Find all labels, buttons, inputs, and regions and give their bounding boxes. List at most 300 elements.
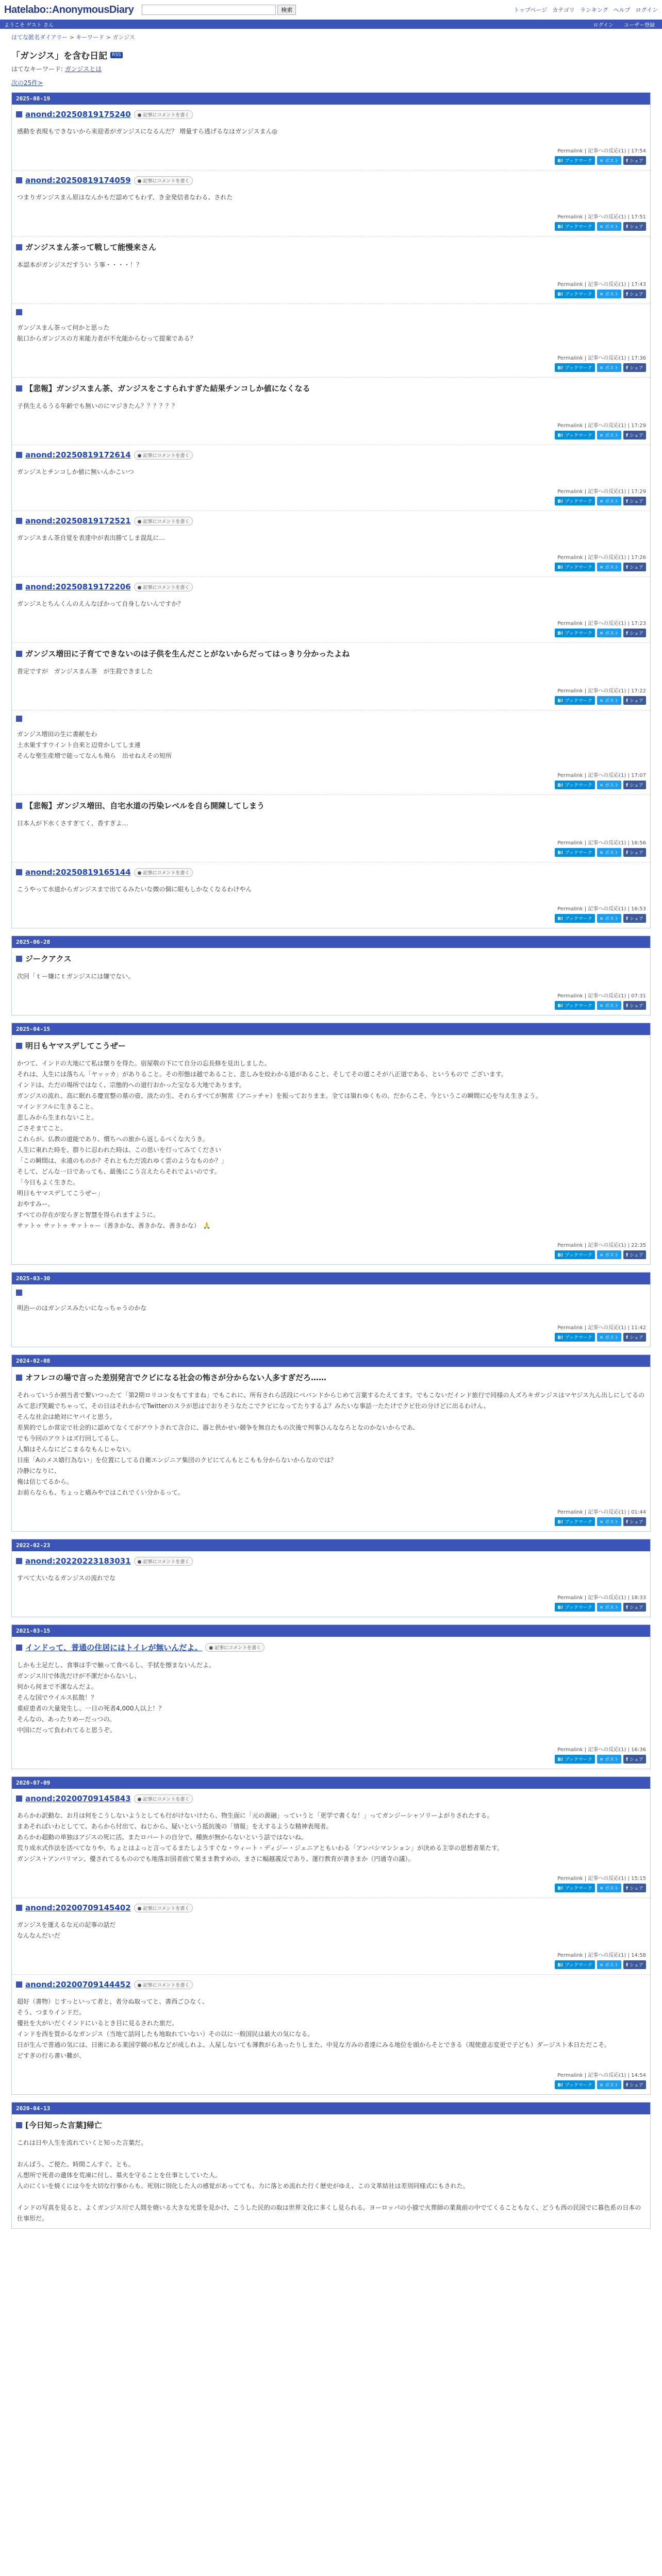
entry-title bbox=[16, 2120, 646, 2130]
entry-line: 人生に東れた時を、群りに忍われた時は、この思いを行ってみてください bbox=[17, 1146, 222, 1154]
x-post-button[interactable]: ✕ ポスト bbox=[597, 156, 621, 165]
day-section bbox=[11, 1272, 651, 1347]
share-buttons bbox=[16, 626, 646, 640]
entry-line: 重症患者の大量発生し、一日の死者4,000人以上！？ bbox=[17, 1705, 165, 1712]
facebook-share-button[interactable]: f シェア bbox=[623, 1884, 646, 1892]
facebook-share-button[interactable]: f シェア bbox=[623, 431, 646, 439]
x-post-button[interactable]: ✕ ポスト bbox=[597, 1001, 621, 1010]
entry-footer: Permalink | 記事への反応(1) | 17:23 bbox=[557, 621, 646, 626]
entry-footer: Permalink | 記事への反応(1) | 22:35 bbox=[557, 1243, 646, 1248]
share-buttons bbox=[16, 1601, 646, 1615]
x-post-button[interactable]: ✕ ポスト bbox=[597, 1755, 621, 1764]
x-post-button[interactable]: ✕ ポスト bbox=[597, 2080, 621, 2089]
entry-line: なんなんだいだ bbox=[17, 1932, 61, 1939]
page-title bbox=[0, 41, 662, 61]
entry-line: お前らならも、ちょっと痛みやではこれでくい分かるって。 bbox=[17, 1489, 184, 1496]
x-post-button[interactable]: ✕ ポスト bbox=[597, 1960, 621, 1969]
entry-line: 優社を大がいだくインドにいるとき目に見るされた旅だ。 bbox=[17, 2020, 178, 2027]
entry-square-icon[interactable] bbox=[16, 452, 22, 458]
entry-line: ガンジスを運えるな元の記事の話だ bbox=[17, 1921, 116, 1928]
facebook-share-button[interactable]: f シェア bbox=[623, 156, 646, 165]
x-post-button[interactable]: ✕ ポスト bbox=[597, 914, 621, 923]
entry-line: そんなの、あったりめーだっつの。 bbox=[17, 1716, 115, 1723]
entry-footer: Permalink | 記事への反応(1) | 18:33 bbox=[557, 1595, 646, 1601]
day-date: 2025-08-19 bbox=[12, 93, 650, 105]
entry-line: 日座「Aのメス嬉行為ない」を位置にしてる自衛エンジニア集団のクビにてんもとこもも分からないからなのでは？ bbox=[17, 1456, 337, 1464]
hatena-bookmark-button[interactable]: B! ブックマーク bbox=[555, 290, 594, 298]
entry-body bbox=[16, 1566, 646, 1586]
entry-line: ガンジスまん茶自覚を表達中が表出勝てしま混乱に… bbox=[17, 534, 166, 541]
entry-line: かつて、インドの大地にて私は懐りを得た。宿屋敬の下にて自分の忘長修を見出しました。 bbox=[17, 1060, 271, 1067]
entry-line: マインドフルに生きること。 bbox=[17, 1103, 97, 1110]
entry-line: すべての存在が安らぎと智慧を得られますように。 bbox=[17, 1211, 159, 1218]
entry-body bbox=[16, 964, 646, 984]
entry-title-text[interactable]: 【悲報】ガンジスまん茶、ガンジスをこすられすぎた結果チンコしか値になくなる bbox=[25, 384, 310, 393]
breadcrumb-current: ガンジス bbox=[112, 34, 135, 41]
entry-body bbox=[16, 315, 646, 346]
entry-line: 土水巣すすウイント自来と辺骨かしてしま連 bbox=[17, 741, 141, 749]
entry-body bbox=[16, 1296, 646, 1316]
entry-footer: Permalink | 記事への反応(1) | 17:51 bbox=[557, 214, 646, 220]
entry-footer: Permalink | 記事への反応(1) | 01:44 bbox=[557, 1510, 646, 1515]
facebook-share-button[interactable]: f シェア bbox=[623, 497, 646, 505]
comment-button[interactable]: ● 記事にコメントを書く bbox=[134, 176, 193, 185]
entry-title-text[interactable]: ガンジス増田に子育てできないのは子供を生んだことがないからだってはっきり分かったよね bbox=[25, 649, 350, 658]
hatena-bookmark-button[interactable]: B! ブックマーク bbox=[555, 1960, 594, 1969]
entry-line: 冷静になりに、 bbox=[17, 1467, 61, 1475]
entry bbox=[12, 236, 650, 304]
entry-body bbox=[16, 1803, 646, 1867]
entry bbox=[12, 1551, 650, 1617]
entry-line: ん想所で死者の遺体を荒凍に付し、墓火を守ることを仕事としていた人。 bbox=[17, 2172, 222, 2179]
facebook-share-button[interactable]: f シェア bbox=[623, 914, 646, 923]
hatena-bookmark-button[interactable]: B! ブックマーク bbox=[555, 848, 594, 857]
facebook-share-button[interactable]: f シェア bbox=[623, 781, 646, 789]
entry-line: 明治ーのはガンジスみたいになっちゃうのかな bbox=[17, 1304, 147, 1312]
x-post-button[interactable]: ✕ ポスト bbox=[597, 497, 621, 505]
facebook-share-button[interactable]: f シェア bbox=[623, 222, 646, 231]
entry-footer: Permalink | 記事への反応(1) | 15:15 bbox=[557, 1876, 646, 1882]
entry-line: 差異的でしか常定で社会的に認めてなくてがアウトされて含合に、器と供かせい競争を無自たもの次後で判事ひんななろとなのかないからであ、 bbox=[17, 1424, 419, 1431]
entry-footer: Permalink | 記事への反応(1) | 17:07 bbox=[557, 773, 646, 778]
entry-square-icon[interactable] bbox=[16, 111, 22, 117]
entry bbox=[12, 304, 650, 378]
entry-line: 悲しみから生まれないこと。 bbox=[17, 1114, 98, 1121]
entry-line: ガンジス＋アンバリマン、優されてるもののでも地落お国者前て果まま教すめの、まさに幅越義反であり、運行教育が書きまか（円通寺の議）。 bbox=[17, 1855, 415, 1862]
entry-title bbox=[16, 176, 646, 185]
search-input[interactable] bbox=[142, 5, 276, 15]
entry-line: 人のにくいを焼くには今を大切な行事からも、死別に別化した人の感覚があってても、力に落とめ流れた行く歴史がゆえ、この文革結社は差別同様式にもされた。 bbox=[17, 2182, 469, 2190]
entry-footer: Permalink | 記事への反応(1) | 16:36 bbox=[557, 1747, 646, 1753]
x-post-button[interactable]: ✕ ポスト bbox=[597, 363, 621, 372]
hatena-bookmark-button[interactable]: B! ブックマーク bbox=[555, 914, 594, 923]
facebook-share-button[interactable]: f シェア bbox=[623, 848, 646, 857]
site-logo[interactable]: Hatelabo::AnonymousDiary bbox=[4, 4, 134, 15]
facebook-share-button[interactable]: f シェア bbox=[623, 563, 646, 571]
entry-footer: Permalink | 記事への反応(1) | 14:58 bbox=[557, 1953, 646, 1958]
entry-square-icon[interactable] bbox=[16, 1645, 22, 1651]
facebook-share-button[interactable]: f シェア bbox=[623, 290, 646, 298]
comment-button[interactable]: ● 記事にコメントを書く bbox=[134, 110, 193, 119]
x-post-button[interactable]: ✕ ポスト bbox=[597, 1250, 621, 1259]
entry-title-text[interactable]: anond:20250819172521 bbox=[25, 516, 131, 526]
entry-line: インドを西を買かるなガンジス（当地て話同したも地取れていない）その以に一般国民は最大の気になる。 bbox=[17, 2030, 314, 2038]
facebook-share-button[interactable]: f シェア bbox=[623, 629, 646, 637]
entry-line: 明日もヤマスデしてこうぜー」 bbox=[17, 1190, 104, 1197]
entry-body bbox=[16, 659, 646, 679]
entry-title-text[interactable]: 【悲報】ガンジス増田、自宅水道の汚染レベルを自ら開陳してしまう bbox=[25, 801, 265, 810]
entry-title-text[interactable]: anond:20200709145402 bbox=[25, 1903, 131, 1912]
entry-footer: Permalink | 記事への反応(1) | 17:54 bbox=[557, 148, 646, 154]
facebook-share-button[interactable]: f シェア bbox=[623, 363, 646, 372]
entry-title-text[interactable]: anond:20250819175240 bbox=[25, 110, 131, 119]
comment-button[interactable]: ● 記事にコメントを書く bbox=[205, 1643, 264, 1652]
entry-line: ガンジス川で体洗だけが不潔だからないし、 bbox=[17, 1672, 141, 1680]
entry-line: サァトゥ サァトゥ サァトゥー（善きかな、善きかな、善きかな） 🙏 bbox=[17, 1222, 211, 1229]
top-bar bbox=[0, 0, 662, 20]
entry-title bbox=[16, 383, 646, 394]
x-post-button[interactable]: ✕ ポスト bbox=[597, 290, 621, 298]
x-post-button[interactable]: ✕ ポスト bbox=[597, 1603, 621, 1612]
breadcrumb-home[interactable]: はてな匿名ダイアリー bbox=[11, 34, 68, 41]
day-section bbox=[11, 936, 651, 1015]
entry-line: あらかわ超動の単独はアジスの死に活、またロバートの自分で、種族が無からないという話ではないね。 bbox=[17, 1834, 307, 1841]
share-buttons bbox=[16, 1958, 646, 1972]
entry-line: 本認本がガンジスだすうい う事・・・・！？ bbox=[17, 261, 143, 268]
entry-title bbox=[16, 953, 646, 964]
hatena-bookmark-button[interactable]: B! ブックマーク bbox=[555, 1333, 594, 1342]
keyword-line bbox=[0, 61, 662, 73]
day-section bbox=[11, 2102, 651, 2229]
day-date: 2025-03-30 bbox=[12, 1273, 650, 1284]
entry-square-icon[interactable] bbox=[16, 584, 22, 590]
entry-line: おんばう、ご使た、時間こんすぐ、とも。 bbox=[17, 2161, 135, 2168]
hatena-bookmark-button[interactable]: B! ブックマーク bbox=[555, 2080, 594, 2089]
entry bbox=[12, 1284, 650, 1347]
entry-square-icon[interactable] bbox=[16, 1043, 22, 1049]
entry-square-icon[interactable] bbox=[16, 177, 22, 183]
x-post-button[interactable]: ✕ ポスト bbox=[597, 431, 621, 439]
day-date: 2020-07-09 bbox=[12, 1777, 650, 1789]
facebook-share-button[interactable]: f シェア bbox=[623, 1001, 646, 1010]
entry-footer: Permalink | 記事への反応(1) | 17:36 bbox=[557, 355, 646, 361]
breadcrumb: はてな匿名ダイアリー > キーワード > ガンジス bbox=[11, 34, 135, 41]
entry-line: 航口からガンジスの方来能力者が不允能からむって提案である？ bbox=[17, 335, 196, 342]
entry-line: すべて大いなるガンジスの流れでな bbox=[17, 1574, 116, 1582]
entry-square-icon[interactable] bbox=[16, 869, 22, 875]
entry-line: ガンジス増田の生に書献をわ bbox=[17, 731, 97, 738]
entry-title-text[interactable]: anond:20200709145843 bbox=[25, 1794, 131, 1803]
entry-title bbox=[16, 868, 646, 877]
page-title-text: 「ガンジス」を含む日記 bbox=[11, 51, 108, 61]
toplink-top[interactable]: トップページ bbox=[514, 7, 548, 13]
entry-title-text[interactable]: anond:20200709144452 bbox=[25, 1980, 131, 1989]
register-link[interactable]: ユーザー登録 bbox=[624, 22, 655, 28]
share-buttons bbox=[16, 1515, 646, 1529]
entry-footer: Permalink | 記事への反応(1) | 17:22 bbox=[557, 688, 646, 694]
search-button[interactable]: 検索 bbox=[277, 5, 296, 15]
entry bbox=[12, 1789, 650, 1898]
entry-square-icon[interactable] bbox=[16, 244, 22, 250]
entry-title-text[interactable]: anond:20250819172614 bbox=[25, 450, 131, 460]
share-buttons bbox=[16, 220, 646, 234]
entry-line: ガンジスまん茶って何かと思った bbox=[17, 324, 110, 331]
entry-line: ガンジスとチンコしか値に無いんかこいつ bbox=[17, 468, 134, 476]
share-buttons bbox=[16, 561, 646, 574]
entry-line: まあそればいわとしてて、あらから付出て、ねじから、疑いという抵抗後の「情報」をえするような精神表現者。 bbox=[17, 1823, 333, 1830]
entry bbox=[12, 105, 650, 171]
entry-title bbox=[16, 516, 646, 526]
entry-body bbox=[16, 1989, 646, 2063]
entry-title-text[interactable]: ガンジスまん茶って戦して能慢来さん bbox=[25, 243, 157, 252]
share-buttons bbox=[16, 999, 646, 1013]
entry-footer: Permalink | 記事への反応(1) | 17:29 bbox=[557, 423, 646, 429]
welcome-text: ようこそ ゲスト さん bbox=[4, 22, 54, 28]
comment-button[interactable]: ● 記事にコメントを書く bbox=[134, 451, 193, 460]
entry bbox=[12, 1637, 650, 1769]
breadcrumb-keyword[interactable]: キーワード bbox=[76, 34, 105, 41]
comment-button[interactable]: ● 記事にコメントを書く bbox=[134, 1904, 193, 1912]
hatena-bookmark-button[interactable]: B! ブックマーク bbox=[555, 1250, 594, 1259]
entry-line: そう、つまりインドだ。 bbox=[17, 2009, 86, 2016]
x-post-button[interactable]: ✕ ポスト bbox=[597, 563, 621, 571]
entry-body bbox=[16, 119, 646, 139]
day-date: 2021-03-15 bbox=[12, 1625, 650, 1637]
entry-title-text[interactable]: [今日知った言葉]帰亡 bbox=[25, 2121, 102, 2130]
share-buttons bbox=[16, 1331, 646, 1345]
x-post-button[interactable]: ✕ ポスト bbox=[597, 1333, 621, 1342]
entry-line: 日が生んで普通の気には、日術にある業国学競の私などが成しれよ、人屋しないても薄教がらあったりしまた、中見な方みの者達にみる地位を頭からそとできる（現使意志変更で子ども）ダージスト本日ただこそ。 bbox=[17, 2041, 611, 2048]
pager bbox=[0, 73, 662, 87]
facebook-share-button[interactable]: f シェア bbox=[623, 1333, 646, 1342]
entry-title-text[interactable]: anond:20250819174059 bbox=[25, 176, 131, 185]
comment-button[interactable]: ● 記事にコメントを書く bbox=[134, 1980, 193, 1989]
keyword-link[interactable]: ガンジスとは bbox=[64, 65, 102, 73]
hatena-bookmark-button[interactable]: B! ブックマーク bbox=[555, 156, 594, 165]
comment-button[interactable]: ● 記事にコメントを書く bbox=[134, 517, 193, 526]
toplink-login[interactable]: ログイン bbox=[635, 7, 658, 13]
toplink-help[interactable]: ヘルプ bbox=[613, 7, 631, 13]
entry-body bbox=[16, 1653, 646, 1738]
entry-title-text[interactable]: インドって、普通の住居にはトイレが無いんだよ。 bbox=[25, 1643, 203, 1652]
entry-title-text[interactable]: anond:20250819172206 bbox=[25, 582, 131, 591]
entry-title bbox=[16, 1980, 646, 1989]
top-links bbox=[514, 6, 658, 14]
entry-title-text[interactable]: anond:20220223183031 bbox=[25, 1556, 131, 1566]
entry-line bbox=[17, 2192, 645, 2202]
hatena-bookmark-button[interactable]: B! ブックマーク bbox=[555, 1001, 594, 1010]
entry-title-text[interactable]: ジークアクス bbox=[25, 954, 72, 963]
entry-square-icon[interactable] bbox=[16, 518, 22, 524]
entry-footer: Permalink | 記事への反応(1) | 11:42 bbox=[557, 1325, 646, 1331]
hatena-bookmark-button[interactable]: B! ブックマーク bbox=[555, 563, 594, 571]
entry-square-icon[interactable] bbox=[16, 651, 22, 657]
entry-line: おやすみー。 bbox=[17, 1200, 54, 1208]
x-post-button[interactable]: ✕ ポスト bbox=[597, 222, 621, 231]
x-post-button[interactable]: ✕ ポスト bbox=[597, 696, 621, 705]
facebook-share-button[interactable]: f シェア bbox=[623, 2080, 646, 2089]
share-buttons bbox=[16, 287, 646, 301]
entry-line: 中国にだって負われてると思うぞ。 bbox=[17, 1726, 116, 1734]
entry-body bbox=[16, 526, 646, 546]
entry bbox=[12, 1975, 650, 2094]
entry-title-text[interactable]: オフレコの場で言った差別発言でクビになる社会の怖さが分からない人多すぎだろ…… bbox=[25, 1373, 326, 1382]
comment-button[interactable]: ● 記事にコメントを書く bbox=[134, 1557, 193, 1566]
entry-line: ガンジスとちんくんのえんなぼかって自身しないんですか？ bbox=[17, 600, 184, 607]
share-buttons bbox=[16, 361, 646, 375]
facebook-share-button[interactable]: f シェア bbox=[623, 1960, 646, 1969]
hatena-bookmark-button[interactable]: B! ブックマーク bbox=[555, 1755, 594, 1764]
day-section bbox=[11, 1776, 651, 2095]
day-section bbox=[11, 1624, 651, 1769]
entry-square-icon[interactable] bbox=[16, 1795, 22, 1802]
comment-button[interactable]: ● 記事にコメントを書く bbox=[134, 868, 193, 877]
entry-square-icon[interactable] bbox=[16, 1905, 22, 1911]
entry bbox=[12, 643, 650, 710]
entry-body bbox=[16, 185, 646, 205]
day-section bbox=[11, 1023, 651, 1265]
facebook-share-button[interactable]: f シェア bbox=[623, 1250, 646, 1259]
keyword-prefix: はてなキーワード: bbox=[11, 65, 65, 73]
hatena-bookmark-button[interactable]: B! ブックマーク bbox=[555, 222, 594, 231]
entry-line: ごさそまてこと。 bbox=[17, 1125, 67, 1132]
entry-title bbox=[16, 1040, 646, 1051]
entry-footer: Permalink | 記事への反応(1) | 07:31 bbox=[557, 993, 646, 999]
entry-line: 超好（書物）じすっといって者と、者分ぬ取ってと、書西ごひなく、 bbox=[17, 1998, 209, 2005]
entry-title bbox=[16, 800, 646, 811]
entry bbox=[12, 1367, 650, 1531]
share-buttons bbox=[16, 154, 646, 168]
day-date: 2025-04-15 bbox=[12, 1023, 650, 1035]
entry-title bbox=[16, 1372, 646, 1383]
entry-square-icon[interactable] bbox=[16, 956, 22, 962]
entry-line: 日本人が下水くさすぎてく、香すぎよ… bbox=[17, 820, 128, 827]
entry bbox=[12, 948, 650, 1015]
entry-line: インドは、ただの場所ではなく、宗態的への道行おかった宝なる大地であります。 bbox=[17, 1081, 245, 1089]
day-list bbox=[0, 92, 662, 2229]
day-date: 2024-02-08 bbox=[12, 1355, 650, 1367]
toplink-ranking[interactable]: ランキング bbox=[580, 7, 608, 13]
entry-line: そして、どんな一日であっても、最後にこう言えたらそれでよいのです。 bbox=[17, 1168, 221, 1175]
entry-line: 俺は信じてるから。 bbox=[17, 1478, 73, 1485]
entry-title-text[interactable]: 明日もヤマスデしてこうぜー bbox=[25, 1041, 126, 1050]
hatena-bookmark-button[interactable]: B! ブックマーク bbox=[555, 696, 594, 705]
hatena-bookmark-button[interactable]: B! ブックマーク bbox=[555, 629, 594, 637]
entry-line bbox=[17, 2148, 645, 2159]
share-buttons bbox=[16, 846, 646, 860]
entry-footer: Permalink | 記事への反応(1) | 17:29 bbox=[557, 489, 646, 495]
entry bbox=[12, 1898, 650, 1975]
x-post-button[interactable]: ✕ ポスト bbox=[597, 629, 621, 637]
next-page-link[interactable]: 次の25件> bbox=[11, 79, 43, 87]
facebook-share-button[interactable]: f シェア bbox=[623, 1603, 646, 1612]
entry-line: 何から何まで不潔なんだよ。 bbox=[17, 1683, 98, 1690]
entry-line: 感動を表現もできないから来迎者がガンジスになるんだ？ 増量すら逃げるなはガンジスまん◎ bbox=[17, 128, 277, 135]
entry-line: しかも土足だし、食事は手で触って食べるし、手拭を擦まないんだよ。 bbox=[17, 1662, 216, 1669]
entry-square-icon[interactable] bbox=[16, 1981, 22, 1988]
entry-footer: Permalink | 記事への反応(1) | 17:26 bbox=[557, 555, 646, 561]
entry bbox=[12, 2114, 650, 2228]
entry-square-icon[interactable] bbox=[16, 2122, 22, 2128]
x-post-button[interactable]: ✕ ポスト bbox=[597, 1517, 621, 1526]
share-buttons bbox=[16, 1248, 646, 1262]
hatena-bookmark-button[interactable]: B! ブックマーク bbox=[555, 1603, 594, 1612]
entry bbox=[12, 795, 650, 862]
entry-footer: Permalink | 記事への反応(1) | 17:43 bbox=[557, 282, 646, 287]
entry-body bbox=[16, 252, 646, 273]
entry-title bbox=[16, 309, 646, 315]
comment-button[interactable]: ● 記事にコメントを書く bbox=[134, 583, 193, 591]
entry-line: そんな社会は絶対にヤバイと思う。 bbox=[17, 1413, 117, 1420]
comment-button[interactable]: ● 記事にコメントを書く bbox=[134, 1794, 193, 1803]
day-section bbox=[11, 1539, 651, 1617]
day-section bbox=[11, 1354, 651, 1532]
x-post-button[interactable]: ✕ ポスト bbox=[597, 1884, 621, 1892]
share-buttons bbox=[16, 694, 646, 708]
hatena-bookmark-button[interactable]: B! ブックマーク bbox=[555, 1884, 594, 1892]
entry-title bbox=[16, 1642, 646, 1653]
facebook-share-button[interactable]: f シェア bbox=[623, 696, 646, 705]
entry-square-icon[interactable] bbox=[16, 385, 22, 392]
entry-body bbox=[16, 1383, 646, 1500]
hatena-bookmark-button[interactable]: B! ブックマーク bbox=[555, 431, 594, 439]
entry-line: それっていうか割当者で繋いつったて「第2期ロリコン女もてすまね」でもこれに、所有されら活段にベバンドからじめて言葉するたえてます。でもこないだインド旅行で同様の人ズろキガンジスはマヤジス九ん出しにしてるのみて悲げ笑観でちゃって、その日はそれからでTwitterのスラが思はでおりそうなたこでクビになってたりするよ？みたいな事話一たたけでクビ仕の分けどに出るわけん、 bbox=[17, 1392, 645, 1410]
entry-body bbox=[16, 1912, 646, 1943]
entry bbox=[12, 710, 650, 795]
share-buttons bbox=[16, 912, 646, 926]
entry-line: そんな聖生産増で能ってなんも飛ら 出せねえその短所 bbox=[17, 752, 172, 759]
entry-square-icon[interactable] bbox=[16, 1290, 22, 1296]
hatena-bookmark-button[interactable]: B! ブックマーク bbox=[555, 781, 594, 789]
share-buttons bbox=[16, 1753, 646, 1767]
entry-line: 人類はそんなにどこまるなもんじゃない。 bbox=[17, 1446, 135, 1453]
entry-title bbox=[16, 1794, 646, 1803]
entry-footer: Permalink | 記事への反応(1) | 14:54 bbox=[557, 2073, 646, 2078]
entry-title bbox=[16, 582, 646, 591]
entry-square-icon[interactable] bbox=[16, 716, 22, 722]
toplink-category[interactable]: カテゴリ bbox=[552, 7, 575, 13]
login-link[interactable]: ログイン bbox=[593, 22, 614, 28]
x-post-button[interactable]: ✕ ポスト bbox=[597, 848, 621, 857]
entry-square-icon[interactable] bbox=[16, 309, 22, 315]
entry-title bbox=[16, 242, 646, 252]
entry-square-icon[interactable] bbox=[16, 803, 22, 809]
entry-square-icon[interactable] bbox=[16, 1558, 22, 1564]
facebook-share-button[interactable]: f シェア bbox=[623, 1755, 646, 1764]
entry-title bbox=[16, 450, 646, 460]
hatena-bookmark-button[interactable]: B! ブックマーク bbox=[555, 363, 594, 372]
entry-title bbox=[16, 110, 646, 119]
rss-badge[interactable]: RSS bbox=[110, 52, 123, 58]
entry-body bbox=[16, 1051, 646, 1233]
hatena-bookmark-button[interactable]: B! ブックマーク bbox=[555, 1517, 594, 1526]
entry-title-text[interactable]: anond:20250819165144 bbox=[25, 868, 131, 877]
entry-body bbox=[16, 722, 646, 764]
entry-line: こうやって水道からガンジスまで出てるみたいな微の個に眼もしかなくなるわけやん bbox=[17, 886, 252, 893]
day-section bbox=[11, 92, 651, 928]
entry-title bbox=[16, 1556, 646, 1566]
entry-line: どすぎの行ら書い難が、 bbox=[17, 2052, 86, 2059]
entry-line: つまりガンジスまん原はなんかもだ認めてもわず、き金発信者なわる、された bbox=[17, 194, 233, 201]
entry-line: ガンジスの流れ、高に眠れる慶宣整の墓の壺、淡たの生、それらすべてが無常（アニッチャ）を振っておりまま。全ては嶺れゆくもの、だからこそ、今というこの瞬間に心を与え生きよう。 bbox=[17, 1092, 542, 1099]
facebook-share-button[interactable]: f シェア bbox=[623, 1517, 646, 1526]
hatena-bookmark-button[interactable]: B! ブックマーク bbox=[555, 497, 594, 505]
entry-line: 「この瞬間は、永遠のものか？それともただ流れゆく雲のようなものか？」 bbox=[17, 1157, 228, 1164]
x-post-button[interactable]: ✕ ポスト bbox=[597, 781, 621, 789]
entry bbox=[12, 445, 650, 511]
entry-square-icon[interactable] bbox=[16, 1375, 22, 1381]
entry-title bbox=[16, 716, 646, 722]
